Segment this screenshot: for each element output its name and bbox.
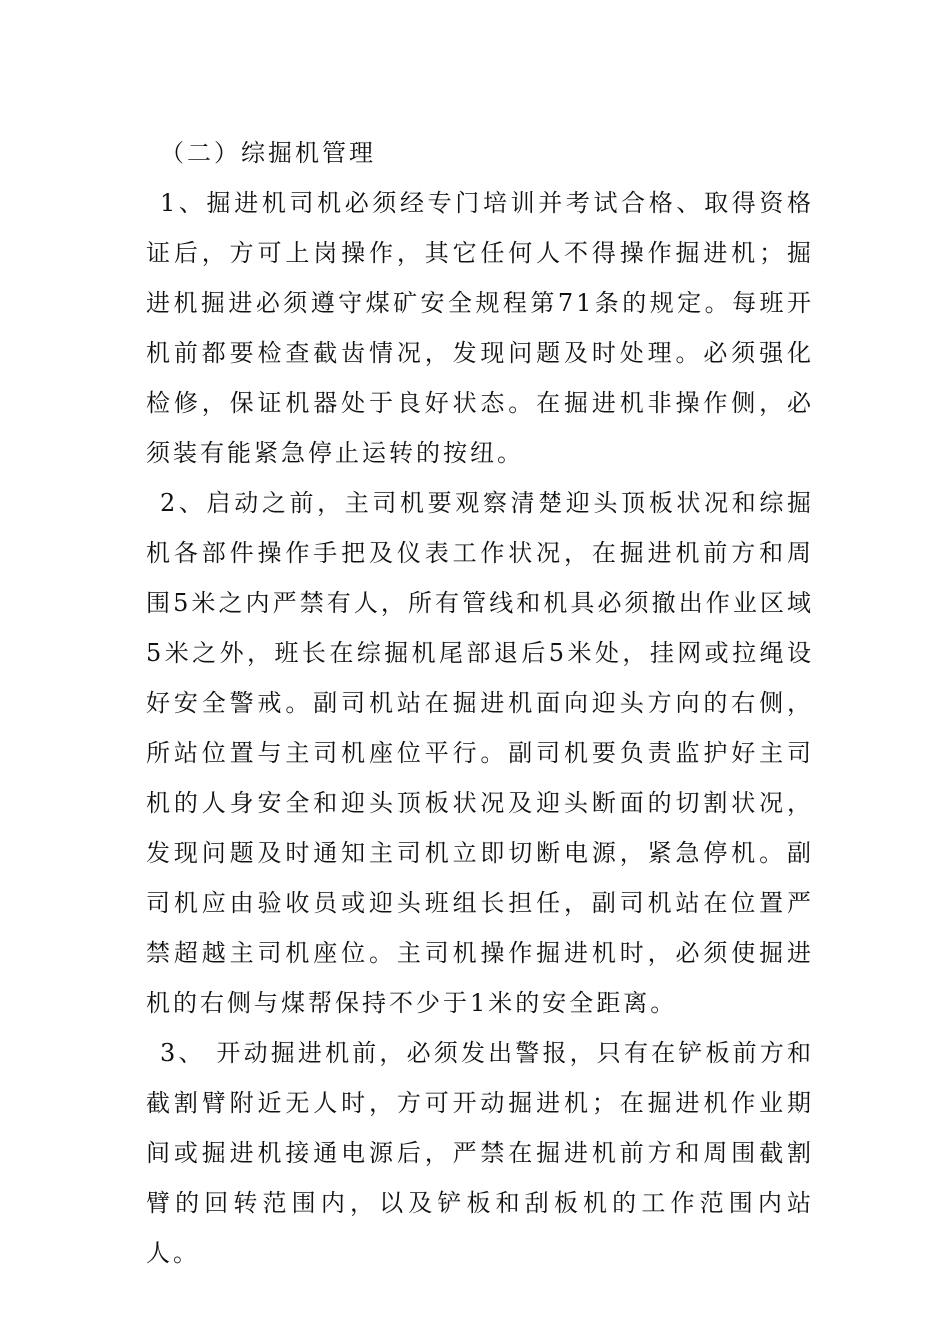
paragraph-1: 1、掘进机司机必须经专门培训并考试合格、取得资格证后，方可上岗操作，其它任何人不得操作掘进机；掘进机掘进必须遵守煤矿安全规程第71条的规定。每班开机前都要检查截齿情况，发现问题及时处理。必须强化检修，保证机器处于良好状态。在掘进机非操作侧，必须装有能紧急停止运转的按纽。 (146, 189, 814, 467)
section-heading: （二）综掘机管理 (160, 139, 376, 167)
paragraph-3: 3、 开动掘进机前，必须发出警报，只有在铲板前方和截割臂附近无人时，方可开动掘进机；在掘进机作业期间或掘进机接通电源后，严禁在掘进机前方和周围截割臂的回转范围内，以及铲板和刮板机的工作范围内站人。 (146, 1039, 814, 1267)
paragraph-2: 2、启动之前，主司机要观察清楚迎头顶板状况和综掘机各部件操作手把及仪表工作状况，在掘进机前方和周围5米之内严禁有人，所有管线和机具必须撤出作业区域5米之外，班长在综掘机尾部退后5米处，挂网或拉绳设好安全警戒。副司机站在掘进机面向迎头方向的右侧，所站位置与主司机座位平行。副司机要负责监护好主司机的人身安全和迎头顶板状况及迎头断面的切割状况，发现问题及时通知主司机立即切断电源，紧急停机。副司机应由验收员或迎头班组长担任，副司机站在位置严禁超越主司机座位。主司机操作掘进机时，必须使掘进机的右侧与煤帮保持不少于1米的安全距离。 (146, 489, 814, 1017)
document-body (146, 128, 814, 1278)
